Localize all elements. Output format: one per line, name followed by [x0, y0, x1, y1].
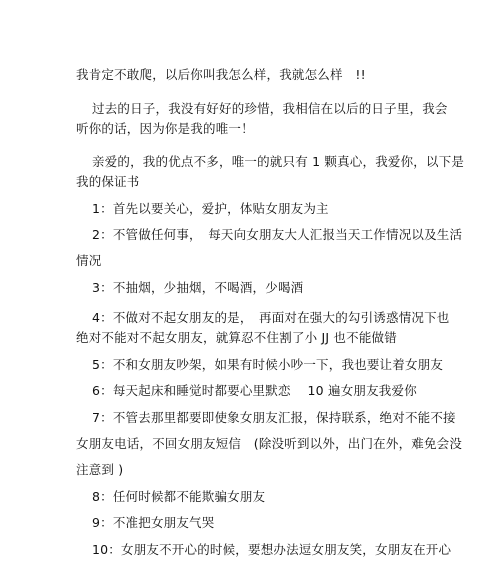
text-line-4: 亲爱的，我的优点不多，唯一的就只有 1 颗真心，我爱你，以下是 [92, 154, 465, 169]
text-line-13: 6：每天起床和睡觉时都要心里默恋 10 遍女朋友我爱你 [92, 383, 417, 398]
text-line-16: 注意到 ) [76, 462, 124, 477]
text-line-2: 过去的日子，我没有好好的珍惜，我相信在以后的日子里，我会 [92, 101, 448, 116]
text-line-6: 1：首先以要关心，爱护，体贴女朋友为主 [92, 201, 329, 216]
text-line-17: 8：任何时候都不能欺骗女朋友 [92, 489, 266, 504]
text-line-7: 2：不管做任何事， 每天向女朋友大人汇报当天工作情况以及生活 [92, 227, 463, 242]
text-line-1: 我肯定不敢爬，以后你叫我怎么样，我就怎么样 !! [76, 67, 366, 82]
text-line-18: 9：不准把女朋友气哭 [92, 515, 215, 530]
text-line-5: 我的保证书 [76, 174, 140, 189]
text-line-8: 情况 [76, 253, 102, 268]
text-line-19: 10：女朋友不开心的时候，要想办法逗女朋友笑，女朋友在开心 [92, 542, 452, 557]
text-line-12: 5：不和女朋友吵架，如果有时候小吵一下，我也要让着女朋友 [92, 357, 444, 372]
text-line-15: 女朋友电话，不回女朋友短信 (除没听到以外，出门在外，难免会没 [76, 436, 463, 451]
text-line-10: 4：不做对不起女朋友的是， 再面对在强大的勾引诱惑情况下也 [92, 310, 450, 325]
text-line-14: 7：不管去那里都要即使象女朋友汇报，保持联系，绝对不能不接 [92, 410, 456, 425]
text-line-9: 3：不抽烟，少抽烟，不喝酒，少喝酒 [92, 280, 304, 295]
text-line-3: 听你的话，因为你是我的唯一！ [76, 121, 254, 136]
text-line-11: 绝对不能对不起女朋友，就算忍不住割了小 JJ 也不能做错 [76, 330, 397, 345]
